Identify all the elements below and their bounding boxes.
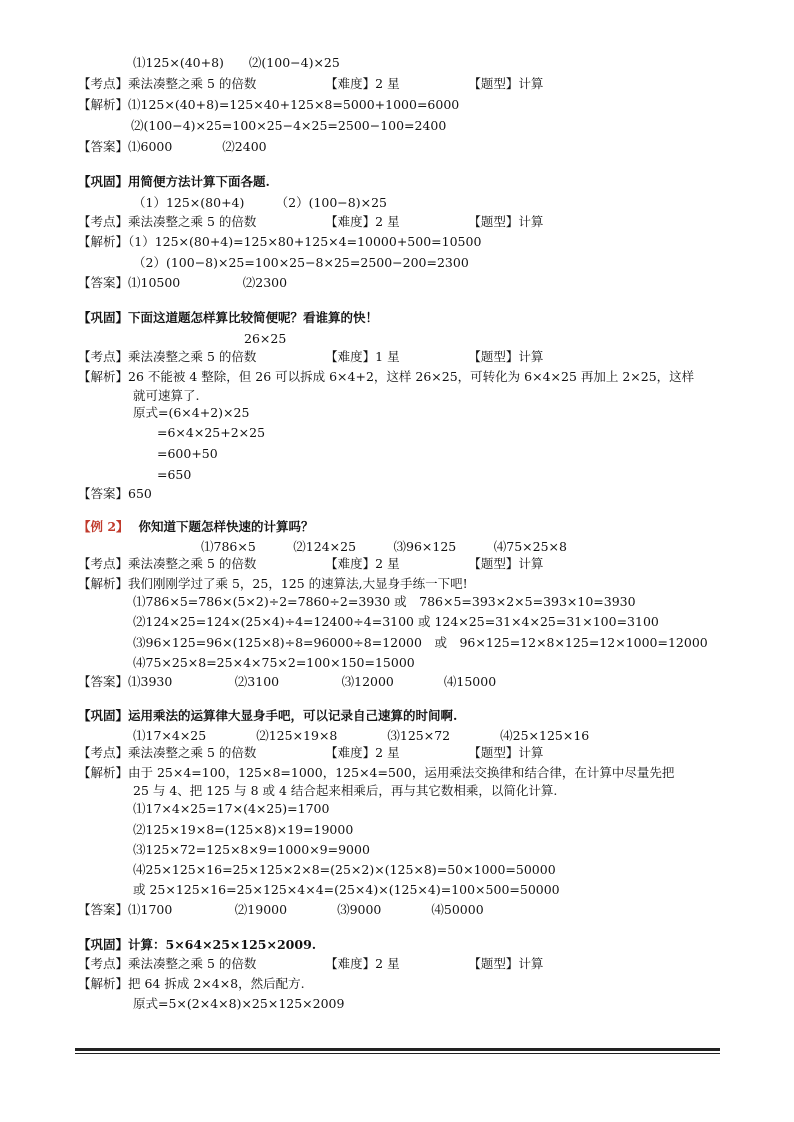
section-title: 【巩固】运用乘法的运算律大显身手吧，可以记录自己速算的时间啊.	[78, 708, 458, 723]
solution-line: 原式=5×(2×4×8)×25×125×2009	[133, 996, 345, 1011]
answer-line: 【答案】650	[78, 486, 152, 501]
solution-line: 25 与 4、把 125 与 8 或 4 结合起来相乘后，再与其它数相乘，以简化计算.	[133, 783, 558, 798]
tag-line: 【考点】乘法凑整之乘 5 的倍数 【难度】1 星 【题型】计算	[78, 349, 544, 364]
example-heading	[78, 519, 314, 535]
tag-line: 【考点】乘法凑整之乘 5 的倍数 【难度】2 星 【题型】计算	[78, 556, 544, 571]
solution-line: 【解析】26 不能被 4 整除，但 26 可以拆成 6×4+2，这样 26×25，可转化为 6×4×25 再加上 2×25，这样	[78, 369, 695, 384]
solution-line: =650	[157, 467, 192, 482]
solution-line: ⑷25×125×16=25×125×2×8=(25×2)×(125×8)=50×1000=50000	[133, 862, 556, 877]
solution-line: （2）(100−8)×25=100×25−8×25=2500−200=2300	[133, 255, 469, 270]
tag-line: 【考点】乘法凑整之乘 5 的倍数 【难度】2 星 【题型】计算	[78, 76, 544, 91]
solution-line: =6×4×25+2×25	[157, 425, 266, 440]
solution-line: ⑵125×19×8=(125×8)×19=19000	[133, 822, 354, 837]
solution-line: ⑶96×125=96×(125×8)÷8=96000÷8=12000 或 96×125=12×8×125=12×1000=12000	[133, 635, 708, 650]
section-title: 【巩固】下面这道题怎样算比较简便呢？看谁算的快！	[78, 310, 379, 325]
solution-line: ⑴17×4×25=17×(4×25)=1700	[133, 801, 330, 816]
problem-line: （1）125×(80+4) （2）(100−8)×25	[133, 195, 387, 210]
solution-line: 就可速算了.	[133, 388, 200, 403]
example-label: 【例 2】	[78, 519, 129, 534]
footer-rule-thick	[75, 1048, 720, 1051]
example-title: 你知道下题怎样快速的计算吗？	[138, 519, 314, 534]
solution-line: 【解析】⑴125×(40+8)=125×40+125×8=5000+1000=6000	[78, 97, 460, 112]
solution-line: =600+50	[157, 446, 218, 461]
footer-rule-thin	[75, 1053, 720, 1054]
solution-line: 原式=(6×4+2)×25	[133, 405, 250, 420]
solution-line: ⑵(100−4)×25=100×25−4×25=2500−100=2400	[131, 118, 447, 133]
tag-line: 【考点】乘法凑整之乘 5 的倍数 【难度】2 星 【题型】计算	[78, 214, 544, 229]
answer-line: 【答案】⑴6000 ⑵2400	[78, 139, 267, 154]
problem-line: ⑴786×5 ⑵124×25 ⑶96×125 ⑷75×25×8	[201, 539, 567, 554]
answer-line: 【答案】⑴1700 ⑵19000 ⑶9000 ⑷50000	[78, 902, 484, 917]
problem-line: 26×25	[244, 331, 287, 346]
solution-line: 【解析】由于 25×4=100，125×8=1000，125×4=500，运用乘法交换律和结合律，在计算中尽量先把	[78, 765, 675, 780]
answer-line: 【答案】⑴10500 ⑵2300	[78, 275, 288, 290]
solution-line: ⑶125×72=125×8×9=1000×9=9000	[133, 842, 370, 857]
solution-line: 【解析】把 64 拆成 2×4×8，然后配方.	[78, 976, 305, 991]
tag-line: 【考点】乘法凑整之乘 5 的倍数 【难度】2 星 【题型】计算	[78, 956, 544, 971]
problem-line: ⑴125×(40+8) ⑵(100−4)×25	[133, 55, 340, 70]
problem-line: ⑴17×4×25 ⑵125×19×8 ⑶125×72 ⑷25×125×16	[133, 728, 590, 743]
solution-line: ⑷75×25×8=25×4×75×2=100×150=15000	[133, 655, 415, 670]
solution-line: 或 25×125×16=25×125×4×4=(25×4)×(125×4)=100×500=50000	[133, 882, 560, 897]
tag-line: 【考点】乘法凑整之乘 5 的倍数 【难度】2 星 【题型】计算	[78, 745, 544, 760]
solution-line: 【解析】（1）125×(80+4)=125×80+125×4=10000+500=10500	[78, 234, 482, 249]
answer-line: 【答案】⑴3930 ⑵3100 ⑶12000 ⑷15000	[78, 674, 497, 689]
solution-line: ⑵124×25=124×(25×4)÷4=12400÷4=3100 或 124×25=31×4×25=31×100=3100	[133, 614, 659, 629]
section-title: 【巩固】计算：5×64×25×125×2009.	[78, 937, 317, 952]
solution-line: ⑴786×5=786×(5×2)÷2=7860÷2=3930 或 786×5=393×2×5=393×10=3930	[133, 594, 636, 609]
section-title: 【巩固】用简便方法计算下面各题.	[78, 174, 270, 189]
solution-line: 【解析】我们刚刚学过了乘 5，25，125 的速算法,大显身手练一下吧!	[78, 576, 468, 591]
